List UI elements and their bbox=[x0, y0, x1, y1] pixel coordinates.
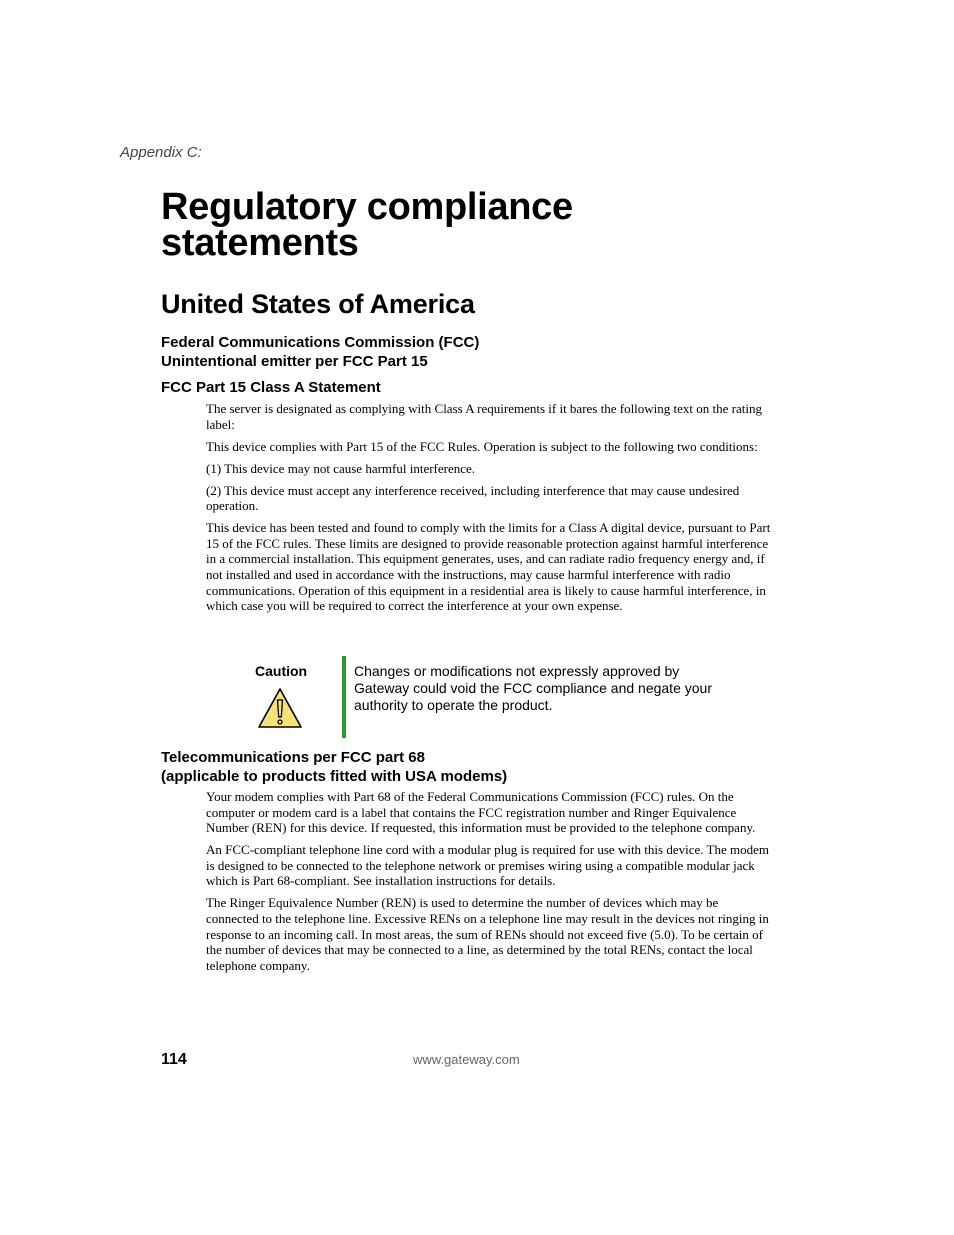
caution-box bbox=[240, 656, 740, 738]
caution-text: Changes or modifications not expressly approved by Gateway could void the FCC compliance and negate your authority to operate the product. bbox=[354, 663, 712, 713]
caution-divider-bar bbox=[342, 656, 346, 738]
paragraph: Your modem complies with Part 68 of the Federal Communications Commission (FCC) rules. On the computer or modem card is a label that contains the FCC registration number and Ringer Equivalence Number (REN) for this device. If requested, this information must be provided to the telephone company. bbox=[206, 789, 756, 836]
class-a-body bbox=[206, 401, 774, 620]
page-title bbox=[161, 186, 573, 264]
heading-fcc-part-15-line-1: Federal Communications Commission (FCC) bbox=[161, 334, 480, 351]
heading-fcc-part-68-line-1: Telecommunications per FCC part 68 bbox=[161, 749, 425, 766]
paragraph: (1) This device may not cause harmful interference. bbox=[206, 460, 476, 476]
paragraph: The server is designated as complying with Class A requirements if it bares the following text on the rating label: bbox=[206, 401, 762, 432]
heading-fcc-part-68-line-2: (applicable to products fitted with USA modems) bbox=[161, 768, 508, 785]
footer-url: www.gateway.com bbox=[413, 1052, 520, 1067]
paragraph: An FCC-compliant telephone line cord with a modular plug is required for use with this device. The modem is designed to be connected to the telephone network or premises wiring using a compatible modular jack which is Part 68-compliant. See installation instructions for details. bbox=[206, 842, 769, 889]
caution-label: Caution bbox=[255, 663, 308, 679]
paragraph: (2) This device must accept any interference received, including interference that may cause undesired operation. bbox=[206, 482, 740, 514]
paragraph: The Ringer Equivalence Number (REN) is used to determine the number of devices which may be connected to the telephone line. Excessive RENs on a telephone line may result in the devices not ringing in response to an incoming call. In most areas, the sum of RENs should not exceed five (5.0). To be certain of the number of devices that may be connected to a line, as determined by the total RENs, contact the local telephone company. bbox=[206, 895, 769, 973]
heading-fcc-part-15 bbox=[161, 333, 479, 371]
page-number: 114 bbox=[161, 1051, 187, 1068]
page-title-line-1: Regulatory compliance bbox=[161, 186, 573, 228]
heading-fcc-part-68 bbox=[161, 748, 507, 786]
paragraph: This device has been tested and found to comply with the limits for a Class A digital device, pursuant to Part 15 of the FCC rules. These limits are designed to provide reasonable protection against harmful interference in a commercial installation. This equipment generates, uses, and can radiate radio frequency energy and, if not installed and used in accordance with the instructions, may cause harmful interference with radio communications. Operation of this equipment in a residential area is likely to cause harmful interference, in which case you will be required to correct the interference at your own expense. bbox=[206, 520, 771, 614]
heading-fcc-part-15-line-2: Unintentional emitter per FCC Part 15 bbox=[161, 353, 428, 370]
heading-class-a-statement: FCC Part 15 Class A Statement bbox=[161, 379, 381, 396]
fcc-part-68-body bbox=[206, 789, 774, 980]
paragraph: This device complies with Part 15 of the FCC Rules. Operation is subject to the following two conditions: bbox=[206, 438, 758, 454]
section-heading-usa: United States of America bbox=[161, 289, 475, 319]
warning-triangle-icon bbox=[257, 686, 303, 730]
page-title-line-2: statements bbox=[161, 222, 359, 264]
appendix-label: Appendix C: bbox=[120, 144, 202, 161]
